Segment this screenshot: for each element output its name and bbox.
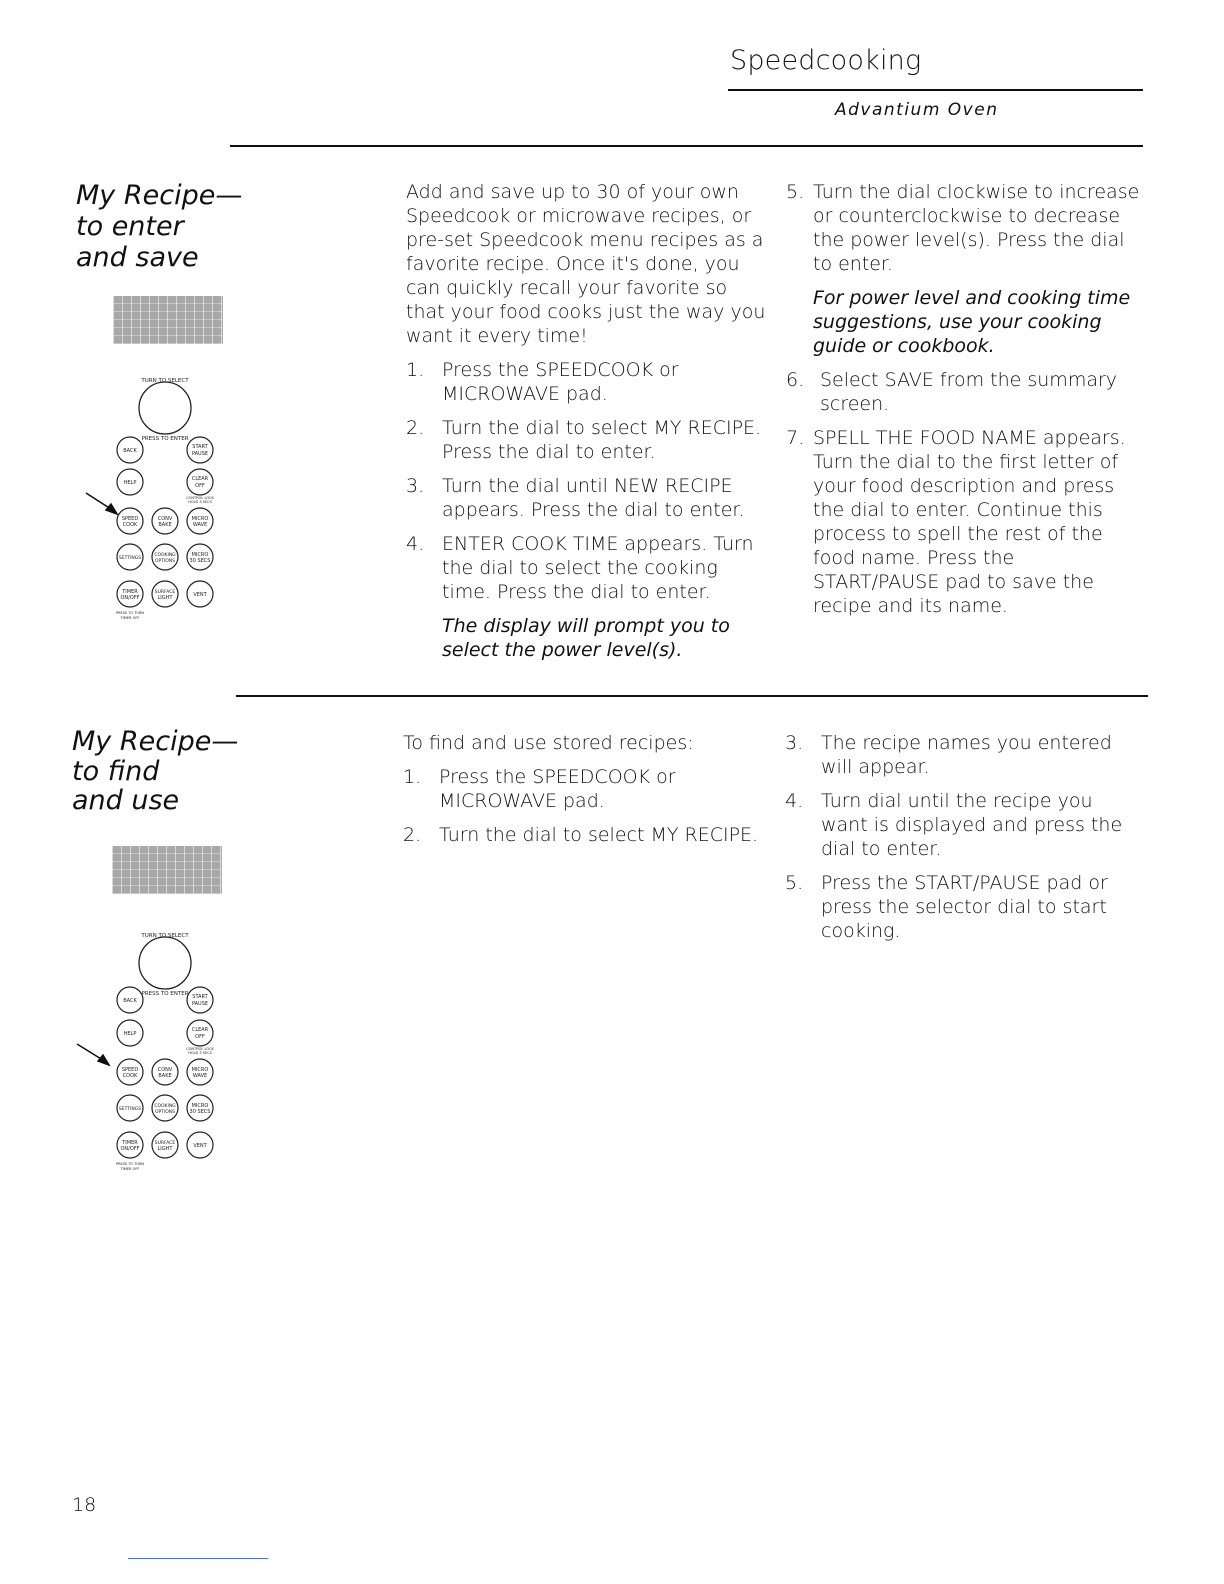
step-number: 4. (785, 790, 804, 812)
settings-button-label: SETTINGS (118, 1107, 142, 1112)
selector-dial-icon (139, 937, 191, 989)
timer-button-label: TIMER (122, 589, 138, 595)
cooking-button-label: COOKING (154, 1104, 176, 1109)
step-text: Turn the dial clockwise to increase or counterclockwise to decrease the power level(s). Press the dial to enter. (813, 181, 1140, 275)
timer-button-label: TIMER (122, 1140, 138, 1146)
step-number: 5. (785, 872, 804, 894)
micro-30-button-label: MICRO (191, 552, 209, 558)
title-line: and use (72, 785, 180, 816)
step-number: 1. (406, 359, 425, 381)
title-line: to enter (76, 211, 184, 242)
page-number: 18 (72, 1494, 97, 1516)
light-button-label: LIGHT (157, 595, 173, 601)
control-panel-illustration (70, 915, 250, 1185)
light-button-label: LIGHT (157, 1146, 173, 1152)
bake-button-label: BAKE (158, 522, 172, 528)
step-number: 7. (786, 427, 805, 449)
wave-button-label: WAVE (192, 1073, 208, 1079)
step-number: 3. (406, 475, 425, 497)
title-line: and save (76, 242, 199, 273)
title-line: My Recipe— (76, 180, 243, 211)
vent-button-label: VENT (193, 592, 207, 598)
section-title-find-use (72, 727, 238, 816)
note-text: The display will prompt you to select the power level(s). (442, 615, 730, 661)
section1-column-2 (786, 180, 1146, 628)
timer-off-label: TIMER OFF (120, 616, 140, 620)
step-number: 3. (785, 732, 804, 754)
micro-30-button-label: MICRO (191, 1103, 209, 1109)
options-button-label: OPTIONS (154, 559, 176, 564)
control-lock-label: CONTROL LOCK (186, 496, 214, 500)
start-button-label: START (192, 994, 208, 1000)
cook-button-label: COOK (122, 1073, 138, 1079)
pointer-arrow-icon (77, 1044, 109, 1065)
micro-button-label: MICRO (191, 516, 209, 522)
options-button-label: OPTIONS (154, 1110, 176, 1115)
step-text: The recipe names you entered will appear. (821, 732, 1112, 778)
wave-button-label: WAVE (192, 522, 208, 528)
off-button-label: OFF (195, 483, 205, 489)
step-note (406, 614, 766, 662)
step-text: Press the SPEEDCOOK or MICROWAVE pad. (439, 766, 676, 812)
step-item (406, 474, 766, 522)
section-divider (236, 695, 1148, 697)
step-text: Turn the dial to select MY RECIPE. (439, 824, 759, 846)
header-rule (728, 89, 1143, 91)
oven-display-illustration (112, 846, 222, 894)
step-item (786, 180, 1146, 276)
step-text: ENTER COOK TIME appears. Turn the dial to select the cooking time. Press the dial to enter. (442, 533, 754, 603)
dial-label-top: TURN TO SELECT (141, 378, 189, 384)
control-lock-label: CONTROL LOCK (186, 1047, 214, 1051)
help-button-label: HELP (123, 480, 137, 486)
pause-button-label: PAUSE (191, 451, 209, 457)
timer-off-label: TIMER OFF (120, 1167, 140, 1171)
step-item (786, 426, 1146, 618)
micro-button-label: MICRO (191, 1067, 209, 1073)
back-button-label: BACK (123, 998, 137, 1004)
footer-link-underline (128, 1558, 268, 1559)
step-item (406, 416, 766, 464)
step-item (785, 731, 1145, 779)
clear-button-label: CLEAR (191, 1027, 209, 1033)
start-button-label: START (192, 444, 208, 450)
selector-dial-icon (139, 382, 191, 434)
step-text: Select SAVE from the summary screen. (820, 369, 1118, 415)
clear-button-label: CLEAR (191, 476, 209, 482)
page-header-subtitle: Advantium Oven (835, 100, 999, 120)
secs-button-label: 30 SECS (189, 558, 211, 564)
section2-column-2 (785, 731, 1145, 953)
control-panel-illustration (70, 360, 250, 630)
dial-label-bottom: PRESS TO ENTER (141, 436, 189, 442)
dial-label-bottom: PRESS TO ENTER (141, 991, 189, 997)
step-number: 4. (406, 533, 425, 555)
step-item (403, 823, 763, 847)
step-item (786, 368, 1146, 416)
page-header-title: Speedcooking (730, 45, 922, 76)
note-text: For power level and cooking time suggestions, use your cooking guide or cookbook. (813, 287, 1131, 357)
settings-button-label: SETTINGS (118, 556, 142, 561)
step-item (785, 789, 1145, 861)
dial-label-top: TURN TO SELECT (141, 933, 189, 939)
step-text: SPELL THE FOOD NAME appears. Turn the dial to the first letter of your food description and press the dial to enter. Continue this process to spell the rest of the food name. Press the START/PAUSE pad to save the recipe and its name. (813, 427, 1126, 617)
surface-button-label: SURFACE (154, 590, 176, 595)
step-text: Turn the dial to select MY RECIPE. Press the dial to enter. (442, 417, 762, 463)
press-to-turn-label: PRESS TO TURN (115, 611, 145, 615)
step-number: 5. (786, 181, 805, 203)
step-number: 6. (786, 369, 805, 391)
cooking-button-label: COOKING (154, 553, 176, 558)
oven-display-illustration (113, 296, 223, 344)
section2-column-1 (403, 731, 763, 857)
back-button-label: BACK (123, 448, 137, 454)
help-button-label: HELP (123, 1031, 137, 1037)
pause-button-label: PAUSE (191, 1001, 209, 1007)
speed-button-label: SPEED (121, 516, 139, 522)
cook-button-label: COOK (122, 522, 138, 528)
section-divider (230, 145, 1143, 147)
step-text: Press the START/PAUSE pad or press the selector dial to start cooking. (821, 872, 1108, 942)
step-item (403, 765, 763, 813)
step-text: Press the SPEEDCOOK or MICROWAVE pad. (442, 359, 679, 405)
section-title-enter-save (76, 180, 242, 273)
title-line: to find (72, 755, 160, 787)
step-item (406, 358, 766, 406)
step-text: Turn dial until the recipe you want is displayed and press the dial to enter. (821, 790, 1123, 860)
surface-button-label: SURFACE (154, 1141, 176, 1146)
speed-button-label: SPEED (121, 1067, 139, 1073)
step-text: Turn the dial until NEW RECIPE appears. Press the dial to enter. (442, 475, 745, 521)
vent-button-label: VENT (193, 1143, 207, 1149)
onoff-button-label: ON/OFF (120, 1146, 140, 1152)
section1-column-1 (406, 180, 766, 672)
step-note (786, 286, 1146, 358)
intro-paragraph: Add and save up to 30 of your own Speedcook or microwave recipes, or pre-set Speedcook menu recipes as a favorite recipe. Once it's done, you can quickly recall your favorite so that your food cooks just the way you want it every time! (406, 181, 766, 347)
bake-button-label: BAKE (158, 1073, 172, 1079)
step-number: 2. (403, 824, 422, 846)
hold-label: HOLD 3 SECS (188, 1051, 212, 1055)
title-line: My Recipe— (72, 726, 239, 757)
pointer-arrow-icon (86, 493, 117, 514)
step-number: 1. (403, 766, 422, 788)
step-number: 2. (406, 417, 425, 439)
step-item (406, 532, 766, 604)
conv-button-label: CONV (157, 1067, 173, 1073)
off-button-label: OFF (195, 1034, 205, 1040)
hold-label: HOLD 3 SECS (188, 500, 212, 504)
conv-button-label: CONV (157, 516, 173, 522)
step-item (785, 871, 1145, 943)
press-to-turn-label: PRESS TO TURN (115, 1162, 145, 1166)
onoff-button-label: ON/OFF (120, 595, 140, 601)
intro-paragraph: To find and use stored recipes: (403, 732, 694, 754)
secs-button-label: 30 SECS (189, 1109, 211, 1115)
